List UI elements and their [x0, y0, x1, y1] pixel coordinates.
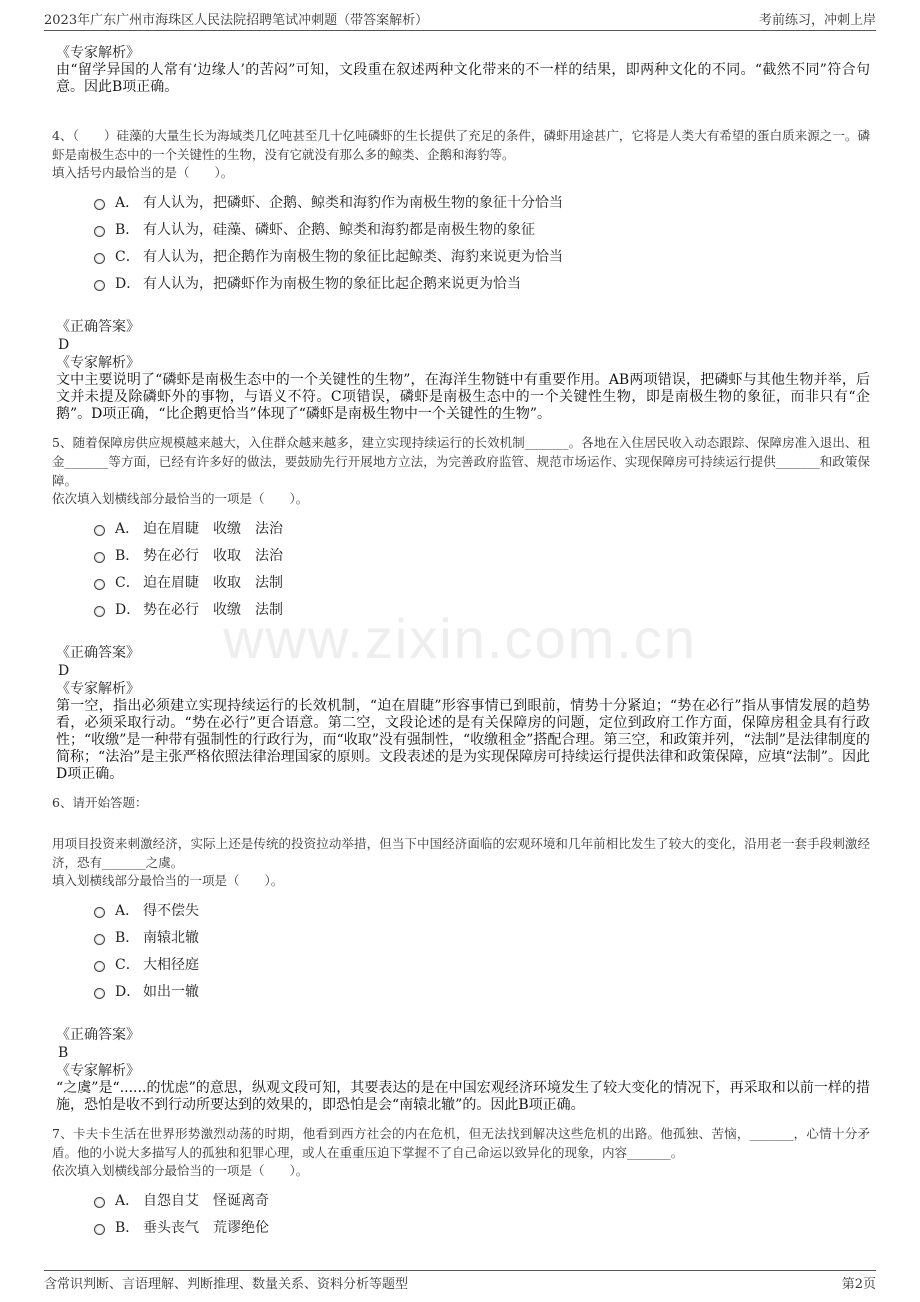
radio-button-icon[interactable]	[94, 199, 105, 210]
radio-button-icon[interactable]	[94, 907, 105, 918]
question-5	[52, 433, 870, 783]
q4-option-a[interactable]: A． 有人认为，把磷虾、企鹅、鲸类和海豹作为南极生物的象征十分恰当	[94, 188, 870, 215]
radio-button-icon[interactable]	[94, 934, 105, 945]
q4-option-d[interactable]: D． 有人认为，把磷虾作为南极生物的象征比起企鹅来说更为恰当	[94, 269, 870, 296]
q6-text: 用项目投资来刺激经济，实际上还是传统的投资拉动举措，但当下中国经济面临的宏观环境和几年前相比发生了较大的变化，沿用老一套手段刺激经济，恐有_______之虞。	[52, 836, 870, 870]
question-4	[52, 126, 870, 423]
expert-analysis-label: 《专家解析》	[56, 681, 140, 697]
q6-analysis: “之虞”是“......的忧虑”的意思，纵观文段可知，其要表达的是在中国宏观经济环境发生了较大变化的情况下，再采取和以前一样的措施，恐怕是收不到行动所要达到的效果的，即恐怕是会“南辕北辙”的。因此B项正确。	[56, 1080, 870, 1113]
q5-option-a[interactable]: A． 迫在眉睫 收缴 法治	[94, 514, 870, 541]
q4-text: 4、（ ）硅藻的大量生长为海域类几亿吨甚至几十亿吨磷虾的生长提供了充足的条件，磷虾用途甚广，它将是人类大有希望的蛋白质来源之一。磷虾是南极生态中的一个关键性的生物，没有它就没有那么多的鲸类、企鹅和海豹等。	[52, 128, 870, 162]
q7-prompt: 依次填入划横线部分最恰当的一项是（ ）。	[52, 1163, 309, 1178]
page-content	[52, 44, 870, 1240]
expert-analysis-label: 《专家解析》	[56, 1063, 140, 1079]
q7-options	[94, 1186, 870, 1240]
q6-option-d[interactable]: D． 如出一辙	[94, 977, 870, 1004]
radio-button-icon[interactable]	[94, 552, 105, 563]
q3-analysis: 由“留学异国的人常有‘边缘人’的苦闷”可知，文段重在叙述两种文化带来的不一样的结果，即两种文化的不同。“截然不同”符合句意。因此B项正确。	[56, 62, 870, 95]
footer-categories: 含常识判断、言语理解、判断推理、数量关系、资料分析等题型	[44, 1276, 409, 1292]
radio-button-icon[interactable]	[94, 1197, 105, 1208]
header-slogan: 考前练习，冲刺上岸	[758, 12, 876, 28]
radio-button-icon[interactable]	[94, 988, 105, 999]
question-6	[52, 793, 870, 1114]
expert-analysis-label: 《专家解析》	[56, 45, 140, 61]
correct-answer-label: 《正确答案》	[56, 645, 140, 661]
q6-option-b[interactable]: B． 南辕北辙	[94, 923, 870, 950]
radio-button-icon[interactable]	[94, 961, 105, 972]
q5-analysis: 第一空，指出必须建立实现持续运行的长效机制，“迫在眉睫”形容事情已到眼前，情势十分紧迫；“势在必行”指从事情发展的趋势看，必须采取行动。“势在必行”更合语意。第二空，文段论述的是有关保障房的问题，定位到政府工作方面，保障房租金具有行政性；“收缴”是一种带有强制性的行政行为，而“收取”没有强制性，“收缴租金”搭配合理。第三空，和政策并列，“法制”是法律制度的简称；“法治”是主张严格依照法律治理国家的原则。文段表述的是为实现保障房可持续运行提供法律和政策保障，应填“法制”。因此D项正确。	[56, 698, 870, 782]
q4-option-c[interactable]: C． 有人认为，把企鹅作为南极生物的象征比起鲸类、海豹来说更为恰当	[94, 242, 870, 269]
q6-answer: B	[58, 1045, 69, 1061]
document-title: 2023年广东广州市海珠区人民法院招聘笔试冲刺题（带答案解析）	[44, 12, 429, 28]
q5-option-c[interactable]: C． 迫在眉睫 收取 法制	[94, 568, 870, 595]
q6-heading: 6、请开始答题：	[52, 795, 148, 810]
q4-option-b[interactable]: B． 有人认为，硅藻、磷虾、企鹅、鲸类和海豹都是南极生物的象征	[94, 215, 870, 242]
q4-prompt: 填入括号内最恰当的是（ ）。	[52, 165, 234, 180]
q5-prompt: 依次填入划横线部分最恰当的一项是（ ）。	[52, 491, 309, 506]
header-divider	[44, 30, 876, 31]
q5-option-d[interactable]: D． 势在必行 收缴 法制	[94, 595, 870, 622]
q7-text: 7、卡夫卡生活在世界形势激烈动荡的时期，他看到西方社会的内在危机，但无法找到解决这些危机的出路。他孤独、苦恼，_______，心情十分矛盾。他的小说大多描写人的孤独和犯罪心理，或人在重重压迫下掌握不了自己命运以致异化的现象，内容_______。	[52, 1126, 870, 1160]
correct-answer-label: 《正确答案》	[56, 1027, 140, 1043]
watermark: www.zixin.com.cn	[223, 607, 697, 670]
page-number: 第2页	[841, 1276, 876, 1292]
page-footer	[44, 1272, 876, 1292]
correct-answer-label: 《正确答案》	[56, 319, 140, 335]
radio-button-icon[interactable]	[94, 1224, 105, 1235]
q5-text: 5、随着保障房供应规模越来越大，入住群众越来越多，建立实现持续运行的长效机制_______。各地在入住居民收入动态跟踪、保障房准入退出、租金_______等方面，已经有许多好的做法，要鼓励先行开展地方立法，为完善政府监管、规范市场运作、实现保障房可持续运行提供_______和政策保障。	[52, 435, 870, 488]
radio-button-icon[interactable]	[94, 606, 105, 617]
radio-button-icon[interactable]	[94, 525, 105, 536]
page-header	[44, 8, 876, 28]
expert-analysis-label: 《专家解析》	[56, 355, 140, 371]
q6-prompt: 填入划横线部分最恰当的一项是（ ）。	[52, 873, 284, 888]
q6-option-c[interactable]: C． 大相径庭	[94, 950, 870, 977]
question-7	[52, 1124, 870, 1240]
radio-button-icon[interactable]	[94, 280, 105, 291]
q7-option-b[interactable]: B． 垂头丧气 荒谬绝伦	[94, 1213, 870, 1240]
q6-option-a[interactable]: A． 得不偿失	[94, 896, 870, 923]
q5-option-b[interactable]: B． 势在必行 收取 法治	[94, 541, 870, 568]
q4-analysis: 文中主要说明了“磷虾是南极生态中的一个关键性的生物”，在海洋生物链中有重要作用。AB两项错误，把磷虾与其他生物并举，后文并未提及除磷虾外的事物，与语义不符。C项错误，磷虾是南极生态中的一个关键性生物，即是南极生物的象征，而非只有“企鹅”。D项正确，“比企鹅更恰当”体现了“磷虾是南极生物中一个关键性的生物”。	[56, 372, 870, 422]
q4-options	[94, 188, 870, 296]
radio-button-icon[interactable]	[94, 226, 105, 237]
radio-button-icon[interactable]	[94, 253, 105, 264]
q5-options	[94, 514, 870, 622]
radio-button-icon[interactable]	[94, 579, 105, 590]
q7-option-a[interactable]: A． 自怨自艾 怪诞离奇	[94, 1186, 870, 1213]
q5-answer: D	[58, 663, 70, 679]
q6-options	[94, 896, 870, 1004]
footer-divider	[44, 1270, 876, 1271]
q4-answer: D	[58, 337, 70, 353]
